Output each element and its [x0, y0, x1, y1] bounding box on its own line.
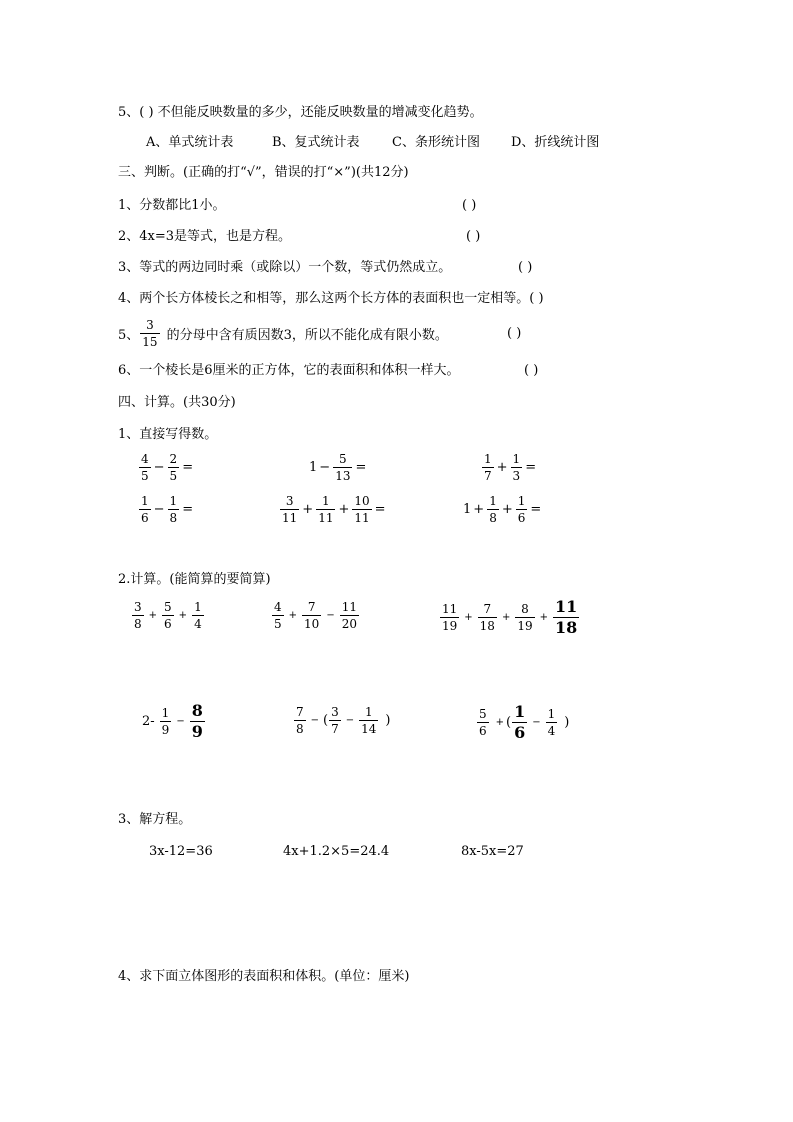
denominator: 14: [361, 722, 377, 736]
numerator: 11: [442, 602, 458, 616]
denominator: 19: [517, 619, 533, 633]
denominator: 8: [169, 511, 178, 525]
denominator: 7: [484, 469, 492, 483]
numerator: 1: [547, 707, 556, 721]
numerator: 4: [141, 452, 149, 466]
operator: 1: [309, 460, 318, 475]
numerator: 1: [514, 702, 526, 721]
fraction: [168, 494, 180, 525]
fraction: [482, 452, 494, 483]
answer-blank-5[interactable]: ( ): [507, 326, 522, 341]
numerator: 4: [274, 600, 282, 614]
fraction: [139, 452, 151, 483]
denominator: 13: [335, 469, 351, 483]
fraction: [352, 494, 371, 525]
numerator: 1: [484, 452, 492, 466]
denominator: 18: [555, 618, 578, 637]
fraction: [280, 494, 299, 525]
denominator: 5: [274, 617, 282, 631]
numerator: 8: [191, 701, 203, 720]
section-3-title: 三、判断。(正确的打“√”，错误的打“×”)(共12分): [118, 165, 409, 180]
operator: −: [532, 717, 541, 728]
denominator: 4: [547, 724, 556, 738]
operator: 2-: [142, 714, 155, 729]
denominator: 4: [194, 617, 202, 631]
equation-1: 3x-12=36: [149, 844, 213, 859]
numerator: 1: [517, 494, 526, 508]
fraction: [333, 452, 352, 483]
operator: +: [288, 610, 298, 621]
fraction: [139, 494, 151, 525]
judge-item-1: 1、分数都比1小。: [118, 198, 226, 213]
operator: =: [374, 502, 386, 517]
fraction: [302, 600, 321, 631]
equation-3: 8x-5x=27: [461, 844, 524, 859]
denominator: 10: [304, 617, 320, 631]
fraction: [329, 705, 341, 736]
operator: =: [530, 502, 542, 517]
denominator: 11: [318, 511, 334, 525]
operator: +: [473, 502, 485, 517]
direct-calc-4: [138, 494, 195, 525]
denominator: 6: [514, 723, 526, 742]
fraction: [132, 600, 144, 631]
operator: =: [525, 460, 537, 475]
judge-item-3: 3、等式的两边同时乘（或除以）一个数，等式仍然成立。: [118, 260, 452, 275]
denominator: 11: [282, 511, 298, 525]
answer-blank-3[interactable]: ( ): [518, 260, 533, 275]
direct-calc-2: [309, 452, 368, 483]
operator: +: [302, 502, 314, 517]
fraction: [478, 602, 497, 633]
numerator: 3: [331, 705, 339, 719]
fraction: [140, 318, 159, 349]
fraction: [516, 494, 528, 525]
numerator: 1: [141, 494, 149, 508]
denominator: 18: [479, 619, 495, 633]
fraction: [160, 706, 172, 737]
question-5-stem: 5、( ) 不但能反映数量的多少，还能反映数量的增减变化趋势。: [118, 105, 483, 120]
numerator: 7: [483, 602, 492, 616]
numerator: 5: [339, 452, 347, 466]
operator: +: [464, 612, 473, 623]
judge-item-5: [118, 318, 450, 349]
fraction: [340, 600, 359, 631]
numerator: 3: [285, 494, 294, 508]
denominator: 6: [141, 511, 149, 525]
operator: −: [310, 715, 320, 726]
numerator: 1: [489, 494, 497, 508]
judge-item-5-prefix: 5、: [118, 328, 140, 343]
part-1-title: 1、直接写得数。: [118, 427, 218, 442]
calc-problem-6: [476, 703, 571, 742]
numerator: 1: [161, 706, 170, 720]
numerator: 1: [364, 705, 373, 719]
numerator: 1: [512, 452, 521, 466]
part-2-title: 2.计算。(能简算的要简算): [118, 572, 271, 587]
fraction: [190, 702, 205, 741]
denominator: 5: [169, 469, 178, 483]
fraction: [294, 705, 306, 736]
operator: −: [326, 610, 335, 621]
fraction: [359, 705, 378, 736]
operator: =: [182, 460, 194, 475]
fraction: [168, 452, 180, 483]
denominator: 5: [141, 469, 149, 483]
operator: 1: [463, 502, 472, 517]
operator: +: [539, 612, 549, 623]
denominator: 6: [164, 617, 172, 631]
operator: +: [338, 502, 350, 517]
numerator: 5: [164, 600, 172, 614]
fraction: [487, 494, 499, 525]
operator: −: [153, 502, 165, 517]
denominator: 6: [479, 724, 487, 738]
numerator: 8: [521, 602, 529, 616]
fraction: [316, 494, 335, 525]
calc-problem-2: [271, 600, 360, 631]
answer-blank-2[interactable]: ( ): [466, 229, 481, 244]
judge-item-2: 2、4x=3是等式，也是方程。: [118, 229, 292, 244]
calc-problem-1: [131, 600, 205, 631]
denominator: 6: [517, 511, 526, 525]
operator: −: [176, 716, 185, 727]
calc-problem-4: [142, 702, 206, 741]
operator: (: [506, 715, 512, 730]
denominator: 19: [442, 619, 458, 633]
operator: −: [153, 460, 165, 475]
denominator: 9: [161, 723, 170, 737]
operator: ): [385, 713, 391, 728]
operator: −: [319, 460, 331, 475]
judge-item-4: 4、两个长方体棱长之和相等，那么这两个长方体的表面积也一定相等。( ): [118, 291, 544, 306]
operator: +: [178, 610, 188, 621]
direct-calc-5: [279, 494, 388, 525]
fraction: [272, 600, 284, 631]
fraction: [440, 602, 459, 633]
fraction: [512, 703, 527, 742]
denominator: 7: [331, 722, 339, 736]
equation-2: 4x+1.2×5=24.4: [283, 844, 390, 859]
numerator: 1: [169, 494, 178, 508]
numerator: 2: [169, 452, 178, 466]
fraction: [546, 707, 558, 738]
fraction: [192, 600, 204, 631]
part-3-title: 3、解方程。: [118, 812, 192, 827]
denominator: 8: [489, 511, 497, 525]
fraction: [553, 598, 579, 637]
operator: +: [495, 717, 505, 728]
direct-calc-6: [463, 494, 543, 525]
denominator: 20: [341, 617, 357, 631]
operator: =: [355, 460, 367, 475]
fraction: [511, 452, 523, 483]
option-a: A、单式统计表: [146, 135, 234, 150]
operator: +: [496, 460, 508, 475]
numerator: 3: [146, 318, 154, 332]
operator: +: [501, 612, 511, 623]
denominator: 15: [142, 335, 158, 349]
fraction: [477, 707, 489, 738]
answer-blank-1[interactable]: ( ): [462, 198, 477, 213]
numerator: 7: [307, 600, 316, 614]
option-d: D、折线统计图: [511, 135, 600, 150]
fraction: [162, 600, 174, 631]
operator: (: [323, 713, 329, 728]
operator: ): [564, 715, 570, 730]
operator: −: [345, 715, 355, 726]
judge-item-6: 6、一个棱长是6厘米的正方体，它的表面积和体积一样大。: [118, 363, 460, 378]
direct-calc-1: [138, 452, 195, 483]
part-4-title: 4、求下面立体图形的表面积和体积。(单位：厘米): [118, 969, 410, 984]
numerator: 7: [296, 705, 304, 719]
direct-calc-3: [481, 452, 538, 483]
fraction: [515, 602, 534, 633]
numerator: 1: [194, 600, 202, 614]
operator: =: [182, 502, 194, 517]
denominator: 8: [134, 617, 142, 631]
numerator: 10: [354, 494, 370, 508]
option-b: B、复式统计表: [272, 135, 360, 150]
numerator: 3: [134, 600, 142, 614]
operator: +: [501, 502, 513, 517]
numerator: 1: [322, 494, 330, 508]
operator: +: [148, 610, 158, 621]
section-4-title: 四、计算。(共30分): [118, 395, 236, 410]
denominator: 11: [354, 511, 370, 525]
option-c: C、条形统计图: [392, 135, 480, 150]
denominator: 9: [191, 722, 203, 741]
numerator: 5: [479, 707, 487, 721]
answer-blank-6[interactable]: ( ): [524, 363, 539, 378]
numerator: 11: [555, 597, 578, 616]
denominator: 8: [296, 722, 304, 736]
judge-item-5-text: 的分母中含有质因数3，所以不能化成有限小数。: [166, 328, 448, 343]
numerator: 11: [341, 600, 357, 614]
denominator: 3: [512, 469, 521, 483]
calc-problem-3: [439, 598, 580, 637]
calc-problem-5: [293, 705, 393, 736]
